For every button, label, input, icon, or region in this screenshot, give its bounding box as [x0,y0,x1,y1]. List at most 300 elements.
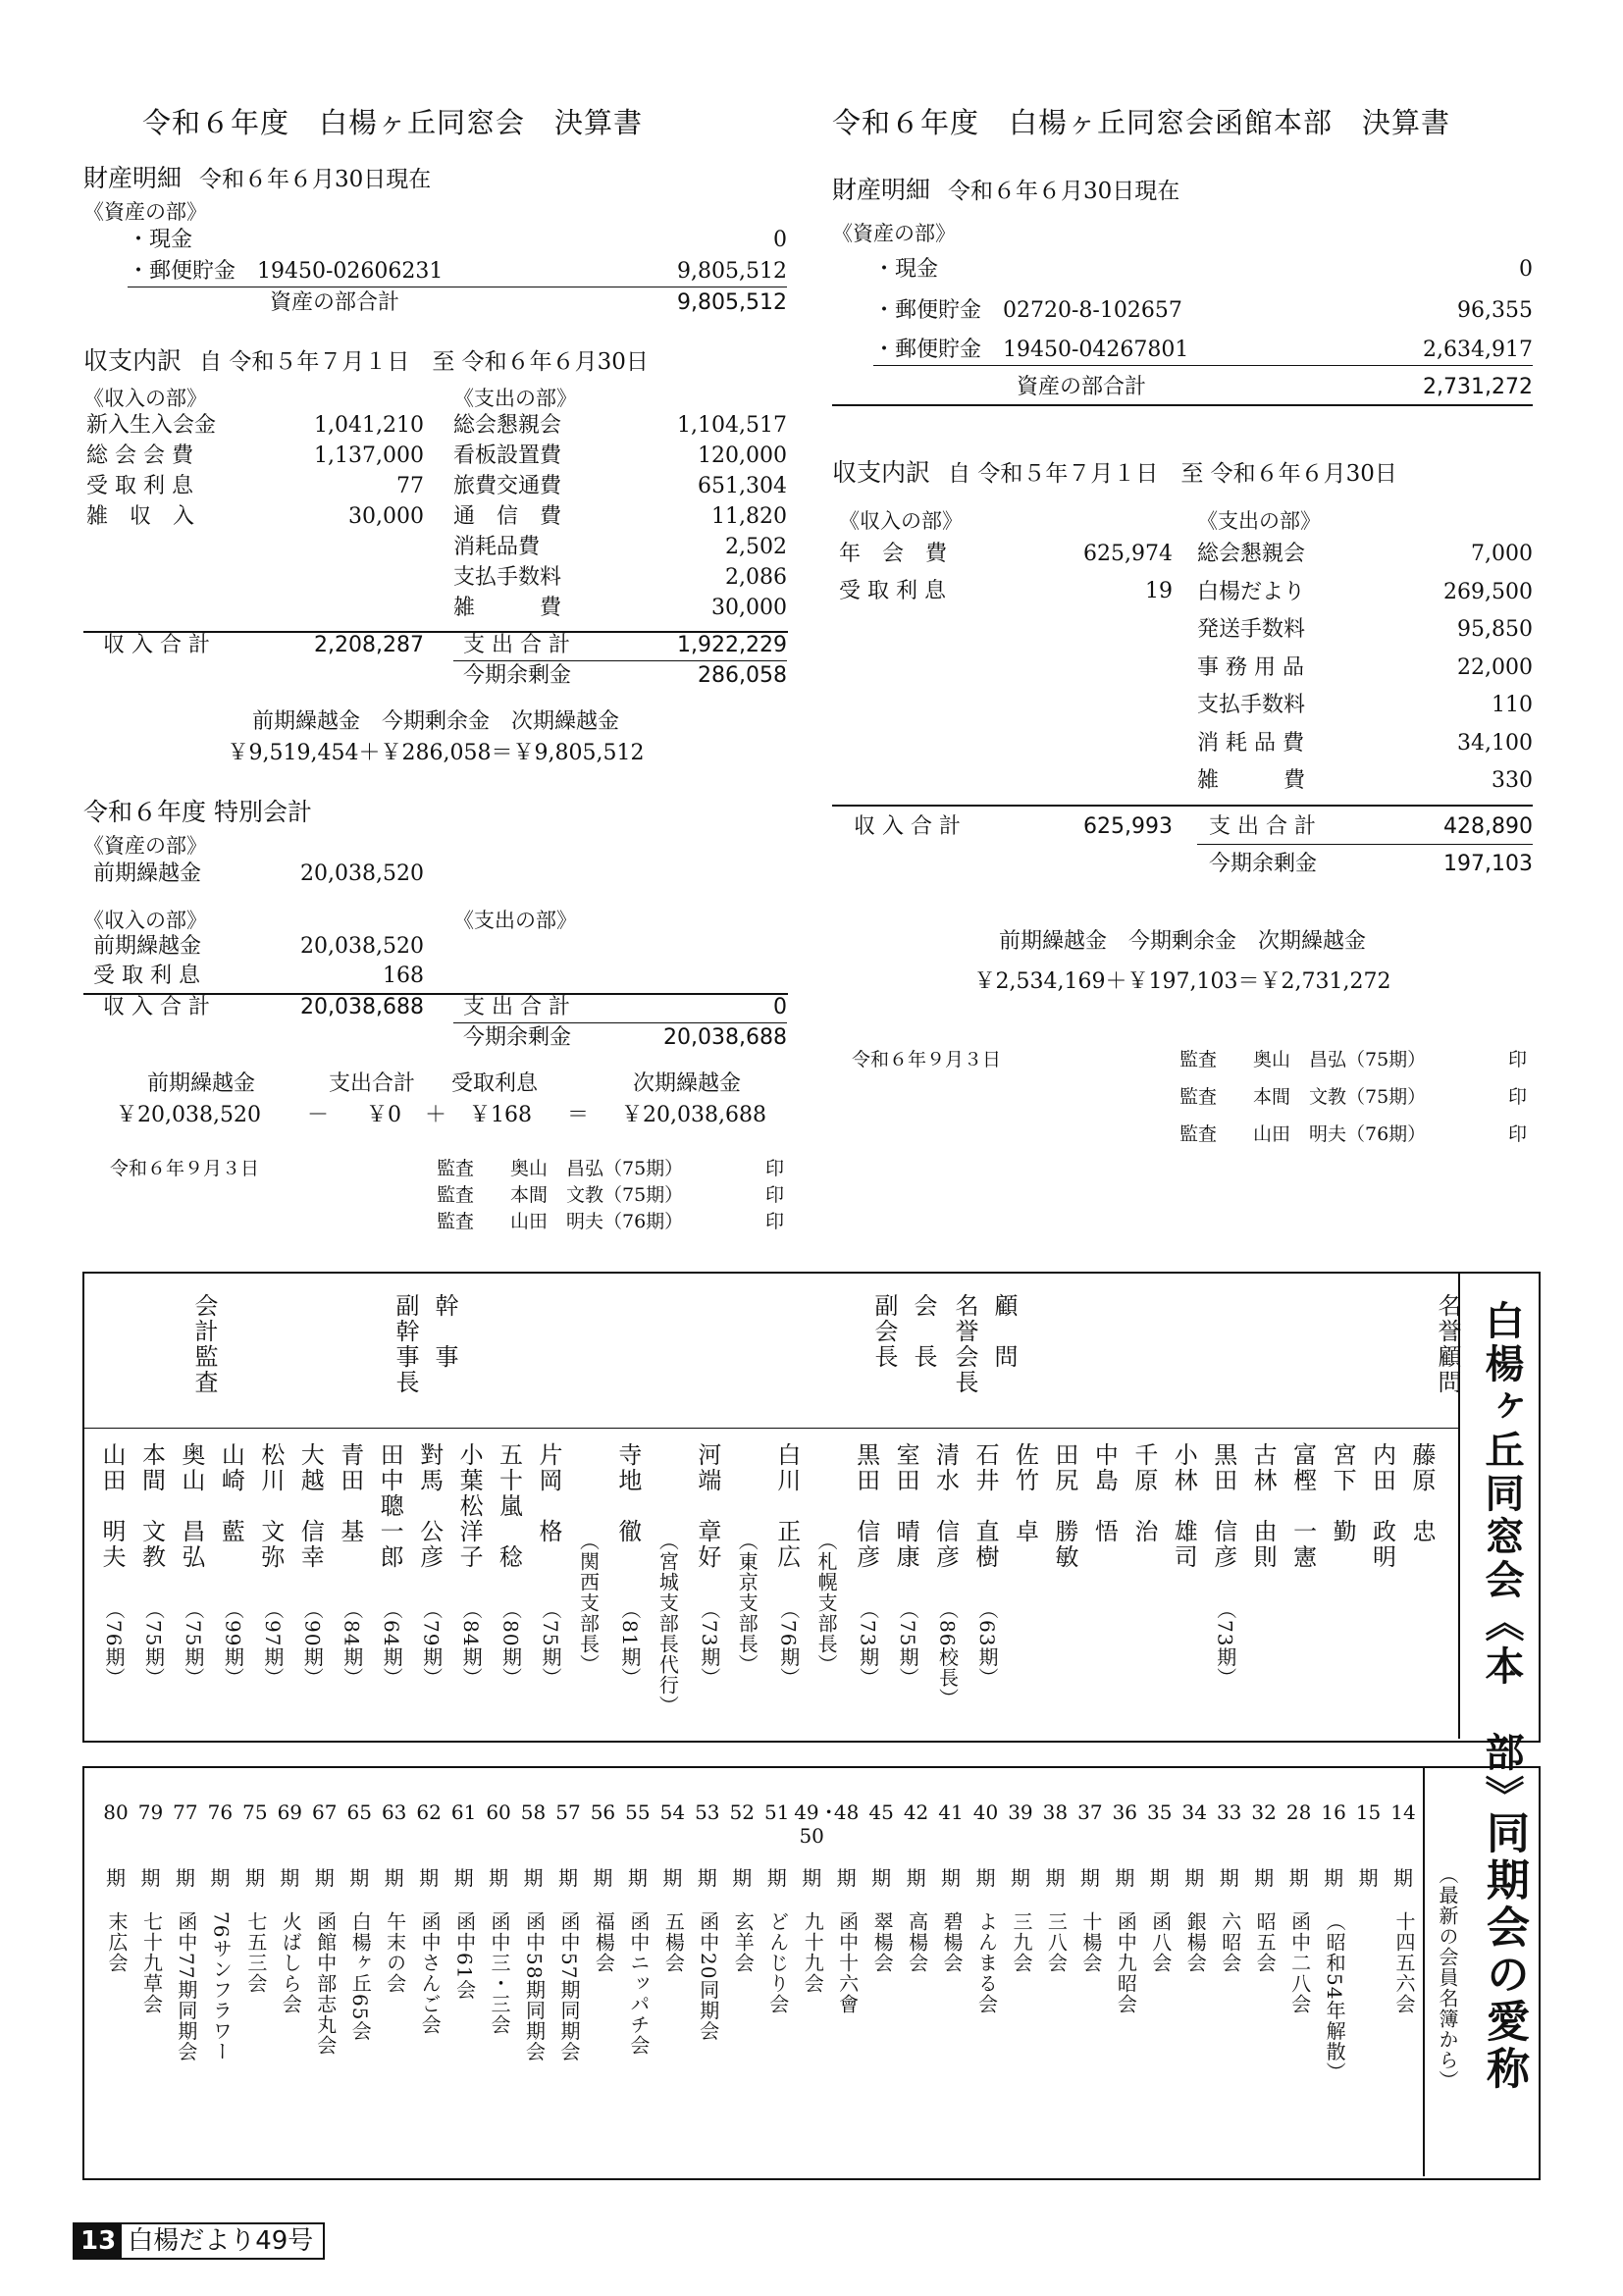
class-number: 61 [450,1800,477,1824]
seal-mark: 印 [1508,1123,1528,1145]
officer-name: 中島 悟 [1090,1442,1119,1544]
nickname: 函中二八会 [1287,1911,1312,2014]
assets-date: 令和６年６月30日現在 [199,167,432,192]
right-income-row [839,540,1173,569]
auditor-name: 山田 明夫（76期） [1253,1123,1427,1145]
right-expense-row [1197,691,1533,720]
assets-heading-label: 財産明細 [83,164,183,192]
period-label: 期 [453,1866,474,1890]
right-asset-row: ・現金 0 [873,257,1533,282]
seal-mark: 印 [765,1211,785,1232]
officer-name: 寺地 徹 [613,1442,642,1544]
officer-name: 佐竹 卓 [1011,1442,1039,1544]
class-number: 37 [1077,1800,1103,1824]
nickname: 七十九草会 [139,1911,164,2014]
officer-name: 宮下 勤 [1329,1442,1357,1544]
auditor-name: 奥山 昌弘（75期） [1253,1049,1427,1070]
left-expense-section: 《支出の部》 [453,387,577,410]
left-expense-value: 1,104,517 [677,413,787,438]
class-number: 55 [625,1800,651,1824]
right-expense-row [1197,729,1533,758]
right-expense-value: 22,000 [1457,654,1533,680]
left-expense-value: 11,820 [711,504,787,529]
left-income-section: 《収入の部》 [83,387,207,410]
special-expense-section: 《支出の部》 [453,909,577,932]
special-surplus: 今期余剰金 20,038,688 [463,1025,787,1050]
right-asset-row: ・郵便貯金 19450-04267801 2,634,917 [873,338,1533,362]
left-income-label: 総 会 会 費 [86,444,193,468]
auditor-row [437,1182,790,1208]
officer-term: （76期） [102,1599,126,1689]
class-number: 49・50 [794,1800,839,1848]
nickname: どんじり会 [765,1911,790,2014]
special-expense-total: 支 出 合 計 0 [463,995,787,1019]
page-number: 13 [75,2224,122,2258]
officer-name: 黒田 信彦 [1209,1442,1237,1570]
class-number: 62 [416,1800,442,1824]
nickname: 十四五六会 [1392,1911,1416,2014]
period-label: 期 [697,1866,717,1890]
divider [1197,844,1533,845]
officer-role: 会 長 [910,1293,937,1370]
period-label: 期 [175,1866,195,1890]
class-number: 69 [277,1800,303,1824]
officer-note: （東京支部長） [735,1531,759,1675]
right-expense-value: 34,100 [1457,730,1533,756]
officer-note: （関西支部長） [576,1531,601,1675]
auditor-name: 本間 文教（75期） [1253,1086,1427,1108]
left-income-row [86,411,424,441]
left-expense-value: 2,502 [725,535,787,559]
period-label: 期 [975,1866,996,1890]
officer-term: （81期） [617,1599,642,1689]
right-title: 令和６年度 白楊ヶ丘同窓会函館本部 決算書 [832,106,1451,139]
period-label: 期 [210,1866,231,1890]
class-number: 42 [903,1800,929,1824]
officer-name: 白川 正広 [772,1442,801,1570]
officer-term: （63期） [975,1599,999,1689]
right-income-label: 受 取 利 息 [839,579,946,603]
right-carry-labels: 前期繰越金 今期剰余金 次期繰越金 [998,929,1366,954]
period-label: 期 [1393,1866,1413,1890]
left-income-value: 30,000 [348,504,424,529]
auditor-name: 奥山 昌弘（75期） [510,1158,684,1179]
officer-term: （97期） [260,1599,285,1689]
auditor-name: 山田 明夫（76期） [510,1211,684,1232]
class-number: 63 [381,1800,407,1824]
left-assets-section: 《資産の部》 [83,200,207,224]
period-label: 期 [523,1866,544,1890]
officer-name: 青田 基 [336,1442,364,1544]
seal-mark: 印 [765,1158,785,1179]
publication-name: 白楊だより49号 [128,2226,314,2256]
right-assets-section: 《資産の部》 [832,222,956,245]
officer-name: 大越 信幸 [296,1442,325,1570]
auditor-row [437,1209,790,1234]
nickname: 函中20同期会 [696,1911,720,2042]
special-income-total: 収 入 合 計 20,038,688 [103,995,424,1019]
nickname: 函中61会 [452,1911,477,2001]
officer-name: 内田 政明 [1368,1442,1396,1570]
class-number: 60 [486,1800,511,1824]
left-income-label: 受 取 利 息 [86,474,193,498]
nickname: 七五三会 [243,1911,268,1994]
period-label: 期 [1115,1866,1135,1890]
right-income-row [839,577,1173,606]
auditor-row [1179,1122,1533,1147]
left-income-value: 1,041,210 [314,413,424,438]
left-expense-total: 支 出 合 計 1,922,229 [463,633,787,657]
right-expense-value: 330 [1492,768,1533,793]
officer-name: 河端 章好 [693,1442,721,1570]
nickname: 玄羊会 [731,1911,756,1973]
period-label: 期 [836,1866,857,1890]
class-number: 58 [520,1800,547,1824]
nickname: 福楊会 [592,1911,616,1973]
right-income-label: 年 会 費 [839,542,948,566]
class-number: 52 [729,1800,755,1824]
officer-term: （73期） [1213,1599,1237,1689]
left-expense-row [453,563,787,593]
right-expense-label: 白楊だより [1197,579,1306,604]
period-label: 期 [593,1866,613,1890]
assets-heading-label: 財産明細 [832,176,931,204]
auditor-row [1179,1047,1533,1072]
nickname: 十楊会 [1078,1911,1103,1973]
officer-term: （73期） [697,1599,721,1689]
officer-name: 小林 雄司 [1170,1442,1198,1570]
right-expense-row [1197,766,1533,796]
nickname: 碧楊会 [940,1911,965,1973]
nickname: 末広会 [105,1911,129,1973]
left-income-label: 新入生入会金 [86,413,217,438]
class-number: 28 [1285,1800,1312,1824]
period-label: 期 [1254,1866,1275,1890]
class-number: 14 [1390,1800,1416,1824]
special-income-section: 《収入の部》 [83,909,207,932]
officer-role: 幹 事 [431,1293,458,1370]
auditor-role: 監査 [437,1158,475,1179]
officer-role: 名誉会長 [951,1293,978,1395]
class-number: 57 [555,1800,581,1824]
nickname: 五楊会 [661,1911,686,1973]
nickname: 函中58期同期会 [522,1911,547,2062]
period-label: 期 [802,1866,822,1890]
left-date: 令和６年９月３日 [110,1158,260,1179]
left-title: 令和６年度 白楊ヶ丘同窓会 決算書 [142,106,644,139]
balance-period: 自 令和５年７月１日 至 令和６年６月30日 [948,461,1397,487]
balance-period: 自 令和５年７月１日 至 令和６年６月30日 [199,349,649,375]
balance-heading-label: 収支内訳 [832,458,931,487]
officer-name: 奥山 昌弘 [177,1442,205,1570]
class-number: 32 [1251,1800,1277,1824]
officer-term: （84期） [340,1599,364,1689]
nickname: 函中57期同期会 [556,1911,581,2062]
nicknames-title: 同期会の愛称 [1479,1810,1529,2093]
page-footer [73,2222,325,2260]
left-assets-total: 資産の部合計 9,805,512 [270,290,787,315]
left-expense-value: 2,086 [725,565,787,590]
officer-name: 山田 明夫 [98,1442,126,1570]
nickname: 函中さんご会 [418,1911,443,2035]
officer-term: （84期） [459,1599,484,1689]
right-expense-total: 支 出 合 計 428,890 [1209,814,1533,839]
period-label: 期 [106,1866,126,1890]
period-label: 期 [1079,1866,1100,1890]
auditor-role: 監査 [437,1184,475,1206]
period-label: 期 [349,1866,370,1890]
right-surplus: 今期余剰金 197,103 [1209,852,1533,876]
class-number: 75 [242,1800,268,1824]
period-label: 期 [384,1866,404,1890]
nickname: 翠楊会 [870,1911,895,1973]
nickname: 函館中部志丸会 [313,1911,338,2056]
left-expense-row [453,472,787,501]
right-expense-row [1197,540,1533,569]
left-expense-label: 通 信 費 [453,504,562,529]
left-asset-row: ・現金 0 [128,228,787,252]
right-income-total: 収 入 合 計 625,993 [854,814,1173,839]
left-expense-label: 支払手数料 [453,565,562,590]
period-label: 期 [1288,1866,1309,1890]
class-number: 65 [346,1800,372,1824]
class-number: 39 [1008,1800,1033,1824]
nickname: 函中九昭会 [1114,1911,1138,2014]
officer-name: 富樫 一憲 [1288,1442,1317,1570]
left-carry-formula: ￥9,519,454＋￥286,058＝￥9,805,512 [227,741,645,765]
officer-name: 片岡 格 [535,1442,562,1544]
right-expense-label: 支払手数料 [1197,693,1306,717]
seal-mark: 印 [1508,1086,1528,1108]
period-label: 期 [140,1866,161,1890]
period-label: 期 [1358,1866,1379,1890]
nickname: 九十九会 [801,1911,825,1994]
officer-name: 古林 由則 [1249,1442,1278,1570]
right-carry-formula: ￥2,534,169＋￥197,103＝￥2,731,272 [973,969,1391,994]
nickname: よんまる会 [974,1911,999,2014]
assets-date: 令和６年６月30日現在 [948,179,1180,204]
special-title: 令和６年度 特別会計 [83,798,312,826]
balance-heading-label: 収支内訳 [83,346,183,375]
divider [832,404,1533,406]
left-expense-label: 旅費交通費 [453,474,562,498]
auditor-role: 監査 [1179,1086,1218,1108]
auditor-row [1179,1084,1533,1110]
officer-name: 山崎 藍 [217,1442,245,1544]
officer-term: （75期） [896,1599,920,1689]
nickname: 函中ニッパチ会 [626,1911,651,2056]
right-expense-label: 発送手数料 [1197,617,1306,642]
period-label: 期 [1149,1866,1170,1890]
nicknames-subtitle: （最新の会員名簿から） [1436,1864,1459,2091]
right-expense-row [1197,615,1533,645]
right-asset-row: ・郵便貯金 02720-8-102657 96,355 [873,298,1533,323]
left-income-value: 77 [396,474,424,498]
officer-name: 田中聰一郎 [376,1442,404,1570]
officer-name: 五十嵐 稔 [495,1442,523,1570]
left-income-row [86,442,424,471]
left-income-value: 1,137,000 [314,444,424,468]
period-label: 期 [871,1866,892,1890]
officer-name: 田尻 勝敏 [1050,1442,1078,1570]
officer-name: 千原 治 [1129,1442,1158,1544]
period-label: 期 [1219,1866,1239,1890]
officer-name: 藤原 忠 [1408,1442,1436,1544]
officer-term: （75期） [141,1599,166,1689]
officer-role: 顧 問 [990,1293,1018,1370]
right-expense-value: 110 [1492,693,1533,717]
officer-role: 副幹事長 [392,1293,419,1395]
right-expense-label: 事 務 用 品 [1197,654,1304,680]
nickname: 六昭会 [1218,1911,1242,1973]
nickname: 白楊ヶ丘65会 [348,1911,373,2042]
left-income-label: 雑 収 入 [86,504,195,529]
officer-name: 小葉松洋子 [455,1442,484,1570]
seal-mark: 印 [765,1184,785,1206]
officer-role: 副会長 [870,1293,898,1370]
class-number: 41 [938,1800,964,1824]
left-assets-heading [83,159,431,194]
class-number: 16 [1321,1800,1346,1824]
class-number: 80 [103,1800,129,1824]
class-number: 51 [763,1800,790,1824]
class-number: 33 [1216,1800,1242,1824]
left-expense-row [453,594,787,623]
left-expense-row [453,502,787,532]
left-expense-row [453,411,787,441]
period-label: 期 [557,1866,578,1890]
nickname: 三九会 [1009,1911,1033,1973]
nickname: 函中77期同期会 [174,1911,198,2062]
right-assets-heading [832,171,1179,206]
auditor-role: 監査 [1179,1049,1218,1070]
left-expense-value: 651,304 [698,474,787,498]
officer-term: （73期） [856,1599,880,1689]
period-label: 期 [732,1866,753,1890]
officer-term: （90期） [300,1599,325,1689]
right-date: 令和６年９月３日 [852,1049,1002,1070]
right-income-value: 625,974 [1083,542,1173,566]
period-label: 期 [280,1866,300,1890]
officer-term: （80期） [498,1599,523,1689]
officer-role: 名誉顧問 [1434,1293,1461,1395]
period-label: 期 [1184,1866,1205,1890]
class-number: 36 [1112,1800,1138,1824]
left-asset-row: ・郵便貯金 19450-02606231 9,805,512 [128,259,787,284]
left-income-row [86,472,424,501]
left-expense-value: 120,000 [698,444,787,468]
class-number: 38 [1042,1800,1069,1824]
nickname: （昭和54年解散） [1323,1911,1347,2083]
right-expense-value: 7,000 [1471,542,1533,566]
nickname: 高楊会 [905,1911,929,1973]
nickname: 火ばしら会 [279,1911,303,2014]
officer-name: 清水 信彦 [931,1442,960,1570]
special-asset-row: 前期繰越金 20,038,520 [93,861,424,886]
right-expense-row [1197,578,1533,607]
left-expense-label: 消耗品費 [453,535,541,559]
officer-name: 對馬 公彦 [415,1442,444,1570]
special-formula: ￥20,038,520 － ￥0 ＋ ￥168 ＝ ￥20,038,688 [116,1103,766,1127]
nickname: 76サンフラワー [209,1911,234,2062]
class-number: 34 [1181,1800,1207,1824]
officer-name: 黒田 信彦 [852,1442,880,1570]
class-number: 56 [590,1800,616,1824]
officer-name: 室田 晴康 [892,1442,920,1570]
period-label: 期 [906,1866,926,1890]
officer-name: 本間 文教 [137,1442,166,1570]
officers-title: 白楊ヶ丘同窓会《本 部》 [1479,1300,1524,1818]
officer-term: （75期） [181,1599,205,1689]
seal-mark: 印 [1508,1049,1528,1070]
special-formula-labels: 前期繰越金 支出合計 受取利息 次期繰越金 [147,1071,742,1096]
right-expense-value: 95,850 [1457,617,1533,642]
period-label: 期 [314,1866,335,1890]
period-label: 期 [419,1866,440,1890]
right-expense-label: 総会懇親会 [1197,542,1306,566]
special-income-row: 受 取 利 息 168 [93,964,424,988]
period-label: 期 [662,1866,683,1890]
right-assets-total: 資産の部合計 2,731,272 [1017,375,1533,399]
officer-term: （86校長） [935,1599,960,1709]
class-number: 40 [972,1800,999,1824]
left-expense-row [453,533,787,562]
officer-term: （79期） [419,1599,444,1689]
nickname: 函中十六會 [835,1911,860,2014]
left-income-row [86,502,424,532]
left-income-total: 収 入 合 計 2,208,287 [103,633,424,657]
nickname: 函中三・三会 [488,1911,512,2035]
auditor-name: 本間 文教（75期） [510,1184,684,1206]
left-expense-value: 30,000 [711,596,787,620]
nickname: 午末の会 [383,1911,407,1994]
officer-term: （64期） [380,1599,404,1689]
period-label: 期 [489,1866,509,1890]
left-carry-labels: 前期繰越金 今期剰余金 次期繰越金 [251,709,619,734]
special-assets-section: 《資産の部》 [83,834,207,858]
officer-name: 石井 直樹 [971,1442,999,1570]
period-label: 期 [627,1866,648,1890]
officer-term: （99期） [221,1599,245,1689]
auditor-row [437,1156,790,1181]
nickname: 三八会 [1044,1911,1069,1973]
auditor-role: 監査 [437,1211,475,1232]
officer-role: 会計監査 [190,1293,218,1395]
nickname: 銀楊会 [1183,1911,1208,1973]
class-number: 48 [833,1800,860,1824]
nickname: 昭五会 [1253,1911,1278,1973]
auditor-role: 監査 [1179,1123,1218,1145]
divider [832,805,1533,807]
class-number: 53 [695,1800,720,1824]
officer-note: （宮城支部長代行） [655,1531,680,1716]
class-number: 77 [173,1800,198,1824]
class-number: 35 [1147,1800,1173,1824]
nickname: 函八会 [1148,1911,1173,1973]
right-balance-heading [832,453,1397,489]
class-number: 15 [1355,1800,1382,1824]
period-label: 期 [1324,1866,1344,1890]
officer-term: （76期） [776,1599,801,1689]
officer-note: （札幌支部長） [814,1531,839,1675]
special-income-row: 前期繰越金 20,038,520 [93,934,424,959]
right-income-value: 19 [1145,579,1173,603]
officer-term: （75期） [539,1599,562,1689]
class-number: 79 [137,1800,164,1824]
left-expense-row [453,442,787,471]
right-expense-section: 《支出の部》 [1197,509,1321,533]
class-number: 45 [868,1800,894,1824]
